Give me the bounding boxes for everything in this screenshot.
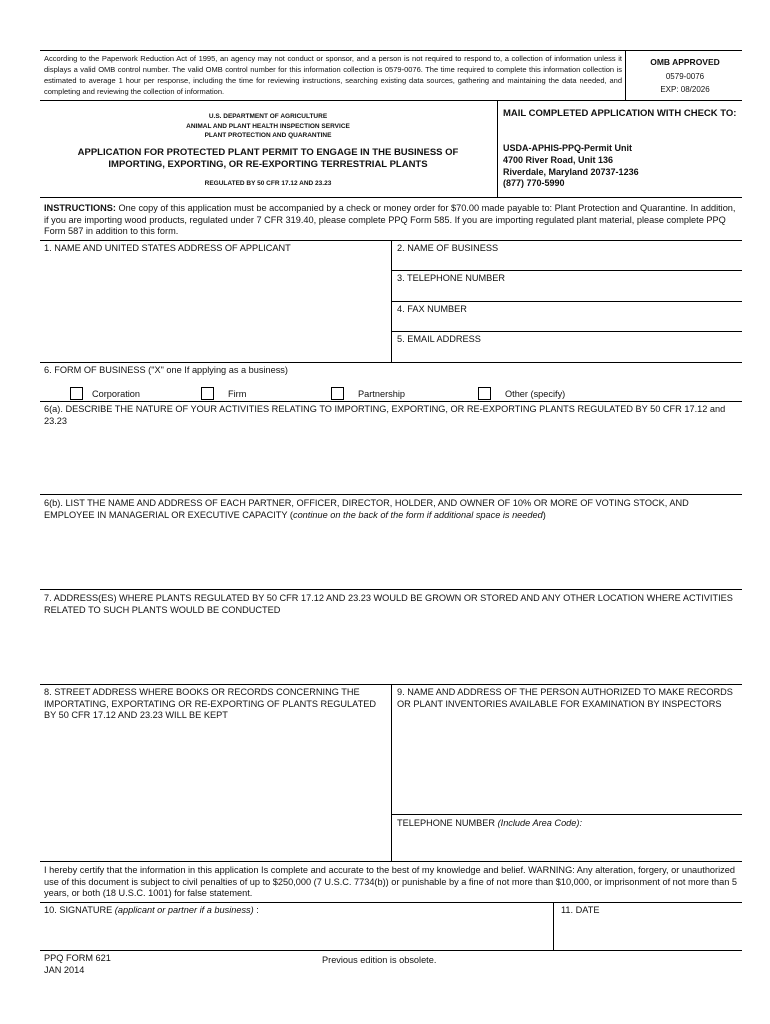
partnership-label: Partnership [358, 389, 405, 399]
activities-description-input[interactable] [41, 428, 741, 492]
partnership-checkbox[interactable] [331, 387, 344, 400]
field-10-label: 10. SIGNATURE (applicant or partner if a business) : [44, 905, 259, 915]
plant-locations-input[interactable] [41, 618, 741, 682]
obsolete-note: Previous edition is obsolete. [322, 955, 437, 965]
other-label: Other (specify) [505, 389, 566, 399]
omb-number: 0579-0076 [665, 72, 705, 81]
firm-label: Firm [228, 389, 247, 399]
telephone-input[interactable] [392, 285, 741, 300]
other-specify-input[interactable] [580, 387, 740, 400]
other-checkbox[interactable] [478, 387, 491, 400]
email-input[interactable] [392, 346, 741, 361]
mail-to-address: USDA-APHIS-PPQ-Permit Unit 4700 River Road, Unit 136 Riverdale, Maryland 20737-1236 (877) 770-5990 [503, 143, 639, 189]
instructions-label: INSTRUCTIONS: [44, 203, 116, 213]
business-name-input[interactable] [392, 255, 741, 269]
corporation-checkbox[interactable] [70, 387, 83, 400]
date-input[interactable] [554, 918, 741, 949]
mail-to-heading: MAIL COMPLETED APPLICATION WITH CHECK TO: [503, 108, 737, 119]
field-5-label: 5. EMAIL ADDRESS [397, 334, 481, 344]
instructions-text: One copy of this application must be accompanied by a check or money order for $70.00 made payable to: Plant Protection and Quarantine. In addition, if you are importing wood products, regulated under 7 CFR 319.40, please complete PPQ Form 585. If you are importing regulated plant material, please complete PPQ Form 587 in addition to this form. [44, 203, 736, 236]
field-6-label: 6. FORM OF BUSINESS ("X" one If applying as a business) [44, 365, 288, 375]
field-2-label: 2. NAME OF BUSINESS [397, 243, 499, 253]
certification-statement: I hereby certify that the information in this application Is complete and accurate to the best of my knowledge and belief. WARNING: Any alteration, forgery, or unauthorized use of this document is subject to civil penalties of up to $250,000 (7 U.S.C. 7734(b)) or punishable by a fine of not more than $10,000, or imprisonment of not more than 5 years, or both (18 U.S.C. 1001) for false statement. [44, 865, 738, 898]
instructions [44, 203, 740, 238]
omb-expiration: EXP: 08/2026 [660, 85, 710, 94]
authorized-person-input[interactable] [392, 724, 741, 813]
authorized-person-telephone-input[interactable] [392, 832, 741, 860]
form-number: PPQ FORM 621 JAN 2014 [44, 953, 111, 975]
partners-officers-input[interactable] [41, 523, 741, 587]
records-address-input[interactable] [41, 724, 390, 860]
field-6b-label: 6(b). LIST THE NAME AND ADDRESS OF EACH PARTNER, OFFICER, DIRECTOR, HOLDER, AND OWNER OF 10% OR MORE OF VOTING STOCK, AND EMPLOYEE IN MANAGERIAL OR EXECUTIVE CAPACITY (continue on the back of the form if additional space is needed) [44, 498, 689, 520]
form-regulation: REGULATED BY 50 CFR 17.12 AND 23.23 [204, 180, 332, 187]
fax-input[interactable] [392, 316, 741, 330]
field-3-label: 3. TELEPHONE NUMBER [397, 273, 506, 283]
field-11-label: 11. DATE [561, 905, 600, 915]
field-9-telephone-label: TELEPHONE NUMBER (Include Area Code): [397, 818, 583, 828]
omb-box [628, 56, 742, 96]
field-6a-label: 6(a). DESCRIBE THE NATURE OF YOUR ACTIVITIES RELATING TO IMPORTING, EXPORTING, OR RE-EXPORTING PLANTS REGULATED BY 50 CFR 17.12 and 23.23 [44, 404, 726, 426]
signature-input[interactable] [41, 918, 552, 949]
corporation-label: Corporation [92, 389, 141, 399]
field-4-label: 4. FAX NUMBER [397, 304, 467, 314]
field-9-label: 9. NAME AND ADDRESS OF THE PERSON AUTHORIZED TO MAKE RECORDS OR PLANT INVENTORIES AVAILABLE FOR EXAMINATION BY INSPECTORS [397, 687, 733, 709]
applicant-name-address-input[interactable] [41, 256, 390, 361]
field-7-label: 7. ADDRESS(ES) WHERE PLANTS REGULATED BY 50 CFR 17.12 AND 23.23 WOULD BE GROWN OR STORED AND ANY OTHER LOCATION WHERE ACTIVITIES RELATED TO SUCH PLANTS WOULD BE CONDUCTED [44, 593, 733, 615]
agency-name: U.S. DEPARTMENT OF AGRICULTURE ANIMAL AND PLANT HEALTH INSPECTION SERVICE PLANT PROTECTION AND QUARANTINE [186, 113, 350, 139]
form-title: APPLICATION FOR PROTECTED PLANT PERMIT TO ENGAGE IN THE BUSINESS OF IMPORTING, EXPORTING, OR RE-EXPORTING TERRESTRIAL PLANTS [77, 147, 459, 170]
field-1-label: 1. NAME AND UNITED STATES ADDRESS OF APPLICANT [44, 243, 291, 253]
field-8-label: 8. STREET ADDRESS WHERE BOOKS OR RECORDS CONCERNING THE IMPORTATING, EXPORTATING OR RE-EXPORTING OF PLANTS REGULATED BY 50 CFR 17.12 AND 23.23 WILL BE KEPT [44, 687, 376, 720]
omb-title: OMB APPROVED [650, 57, 720, 67]
firm-checkbox[interactable] [201, 387, 214, 400]
paperwork-notice: According to the Paperwork Reduction Act of 1995, an agency may not conduct or sponsor, and a person is not required to respond to, a collection of information unless it displays a valid OMB control number. The valid OMB control number for this information collection is 0579-0076. The time required to complete this information collection is estimated to average 1 hour per response, including the time for reviewing instructions, searching existing data sources, gathering and maintaining the data needed, and completing and reviewing the collection of information. [44, 54, 622, 96]
